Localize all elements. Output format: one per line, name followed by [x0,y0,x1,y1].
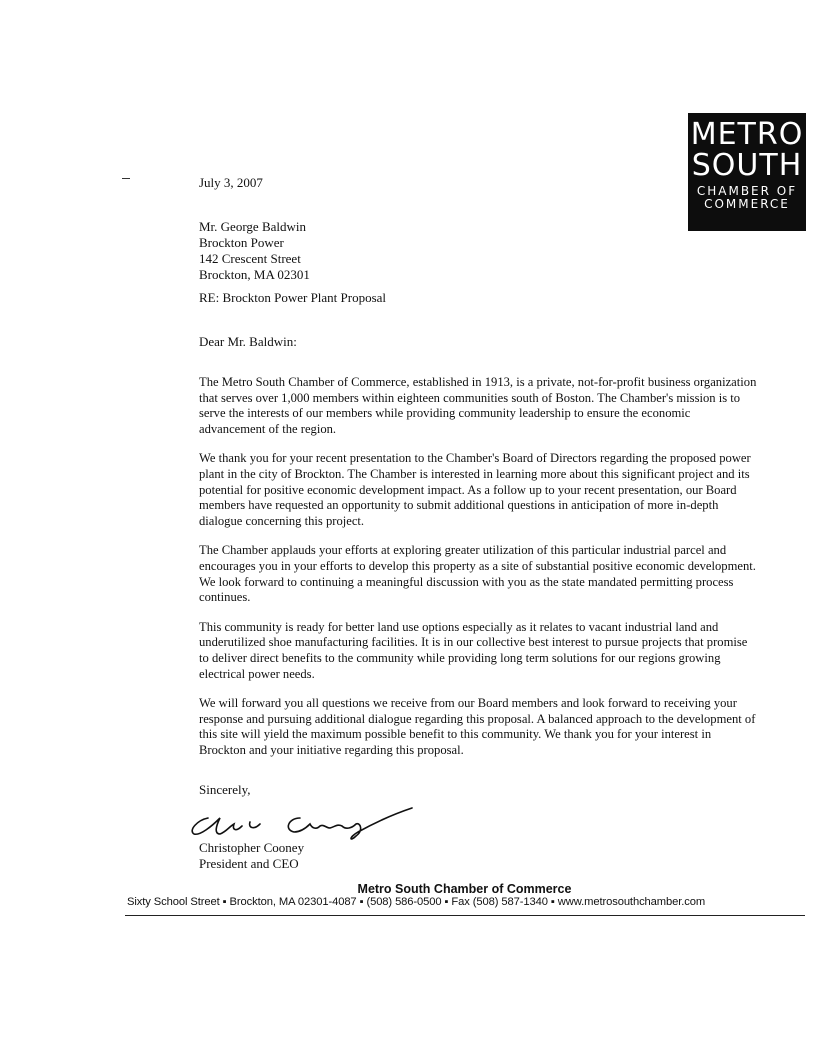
signer-title: President and CEO [199,856,299,871]
chamber-logo [688,113,806,231]
scan-speck [122,178,130,179]
recipient-name: Mr. George Baldwin [199,219,306,234]
signer-name: Christopher Cooney [199,840,305,855]
subject-line: RE: Brockton Power Plant Proposal [199,290,387,305]
paragraph: We will forward you all questions we receive from our Board members and look forward to receiving your response and pursuing additional dialogue regarding this proposal. A balanced approach to the development of this site will yield the maximum possible benefit to this community. We thank you for your interest in Brockton and your initiative regarding this proposal. [199,696,756,757]
closing: Sincerely, [199,782,251,797]
paragraph: The Metro South Chamber of Commerce, established in 1913, is a private, not-for-profit business organization that serves over 1,000 members within eighteen communities south of Boston. The Chamber's mission is to serve the interests of our members while providing community leadership to ensure the economic advancement of the region. [199,375,757,436]
recipient-street: 142 Crescent Street [199,251,301,266]
footer-organization: Metro South Chamber of Commerce [357,882,572,896]
signer-block [199,840,304,872]
recipient-city: Brockton, MA 02301 [199,267,310,282]
footer-contact: Sixty School Street ▪ Brockton, MA 02301-4087 ▪ (508) 586-0500 ▪ Fax (508) 587-1340 ▪ www.metrosouthchamber.com [127,896,706,908]
paragraph: We thank you for your recent presentation to the Chamber's Board of Directors regarding the proposed power plant in the city of Brockton. The Chamber is interested in learning more about this significant project and its potential for positive economic development impact. As a follow up to your recent presentation, our Board members have requested an opportunity to submit additional questions in anticipation of more in-depth dialogue concerning this project. [199,451,751,528]
recipient-address [199,219,310,283]
paragraph: The Chamber applauds your efforts at exploring greater utilization of this particular industrial parcel and encourages you in your efforts to develop this property as a site of substantial positive economic development. We look forward to continuing a meaningful discussion with you as the state mandated permitting process continues. [199,543,756,605]
letter-date: July 3, 2007 [199,175,263,190]
letter-body [199,375,759,772]
logo-line-chamber-of: CHAMBER OF [696,184,798,198]
logo-line-commerce: COMMERCE [704,197,790,211]
logo-line-south: SOUTH [691,148,803,183]
logo-line-metro: METRO [690,117,804,152]
recipient-company: Brockton Power [199,235,284,250]
paragraph: This community is ready for better land use options especially as it relates to vacant industrial land and underutilized shoe manufacturing facilities. It is in our collective best interest to pursue projects that promise to deliver direct benefits to the community while providing long term solutions for our regions growing electrical power needs. [199,619,748,681]
footer-divider [125,915,805,916]
salutation: Dear Mr. Baldwin: [199,334,297,349]
